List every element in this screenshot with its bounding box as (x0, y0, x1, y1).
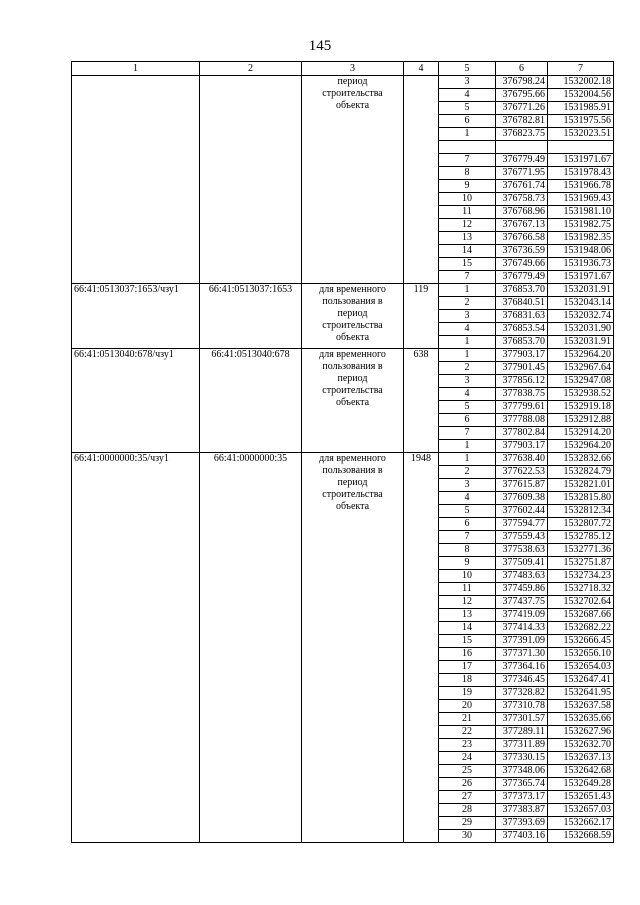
purpose-cell (302, 349, 404, 453)
point-number-cell: 28 (439, 804, 496, 817)
x-coordinate-cell: 377788.08 (496, 414, 548, 427)
x-coordinate-cell: 377301.57 (496, 713, 548, 726)
header-row (72, 62, 614, 76)
y-coordinate-cell: 1531969.43 (548, 193, 614, 206)
point-number-cell: 11 (439, 583, 496, 596)
x-coordinate-cell: 377365.74 (496, 778, 548, 791)
x-coordinate-cell: 377638.40 (496, 453, 548, 466)
point-number-cell: 1 (439, 336, 496, 349)
point-number-cell: 30 (439, 830, 496, 843)
y-coordinate-cell: 1532635.66 (548, 713, 614, 726)
y-coordinate-cell: 1532647.41 (548, 674, 614, 687)
point-number-cell: 13 (439, 232, 496, 245)
point-number-cell: 27 (439, 791, 496, 804)
area-cell: 1948 (404, 453, 439, 843)
y-coordinate-cell: 1531936.73 (548, 258, 614, 271)
y-coordinate-cell: 1532751.87 (548, 557, 614, 570)
x-coordinate-cell: 376823.75 (496, 128, 548, 141)
table-row (72, 453, 614, 466)
y-coordinate-cell: 1532967.64 (548, 362, 614, 375)
point-number-cell: 1 (439, 349, 496, 362)
x-coordinate-cell (496, 141, 548, 154)
y-coordinate-cell: 1532815.80 (548, 492, 614, 505)
x-coordinate-cell: 376853.70 (496, 336, 548, 349)
point-number-cell: 1 (439, 440, 496, 453)
y-coordinate-cell: 1532627.96 (548, 726, 614, 739)
x-coordinate-cell: 376779.49 (496, 271, 548, 284)
x-coordinate-cell: 377383.87 (496, 804, 548, 817)
point-number-cell: 29 (439, 817, 496, 830)
y-coordinate-cell: 1532718.32 (548, 583, 614, 596)
area-cell (404, 76, 439, 284)
y-coordinate-cell: 1532656.10 (548, 648, 614, 661)
x-coordinate-cell: 376767.13 (496, 219, 548, 232)
y-coordinate-cell: 1531985.91 (548, 102, 614, 115)
x-coordinate-cell: 376853.54 (496, 323, 548, 336)
point-number-cell: 3 (439, 479, 496, 492)
x-coordinate-cell: 376779.49 (496, 154, 548, 167)
y-coordinate-cell: 1532662.17 (548, 817, 614, 830)
point-number-cell: 3 (439, 310, 496, 323)
y-coordinate-cell: 1531982.75 (548, 219, 614, 232)
point-number-cell: 24 (439, 752, 496, 765)
x-coordinate-cell: 376736.59 (496, 245, 548, 258)
x-coordinate-cell: 377364.16 (496, 661, 548, 674)
x-coordinate-cell: 377330.15 (496, 752, 548, 765)
purpose-line: для временного (319, 453, 386, 464)
point-number-cell: 7 (439, 154, 496, 167)
y-coordinate-cell: 1532642.68 (548, 765, 614, 778)
point-number-cell: 6 (439, 115, 496, 128)
y-coordinate-cell: 1532807.72 (548, 518, 614, 531)
purpose-line: строительства (322, 88, 383, 99)
point-number-cell: 12 (439, 219, 496, 232)
x-coordinate-cell: 376831.63 (496, 310, 548, 323)
y-coordinate-cell: 1532637.13 (548, 752, 614, 765)
point-number-cell: 1 (439, 284, 496, 297)
purpose-line: объекта (335, 100, 370, 111)
x-coordinate-cell: 377371.30 (496, 648, 548, 661)
x-coordinate-cell: 377419.09 (496, 609, 548, 622)
point-number-cell: 20 (439, 700, 496, 713)
point-number-cell: 26 (439, 778, 496, 791)
x-coordinate-cell: 376771.26 (496, 102, 548, 115)
area-cell: 119 (404, 284, 439, 349)
purpose-line: пользования в (322, 465, 383, 476)
point-number-cell: 10 (439, 193, 496, 206)
y-coordinate-cell: 1532734.23 (548, 570, 614, 583)
y-coordinate-cell: 1532964.20 (548, 349, 614, 362)
point-number-cell: 12 (439, 596, 496, 609)
point-number-cell: 22 (439, 726, 496, 739)
y-coordinate-cell: 1532632.70 (548, 739, 614, 752)
x-coordinate-cell: 377609.38 (496, 492, 548, 505)
purpose-cell (302, 453, 404, 843)
point-number-cell: 21 (439, 713, 496, 726)
cadastral-number-cell (200, 76, 302, 284)
y-coordinate-cell: 1532914.20 (548, 427, 614, 440)
area-cell: 638 (404, 349, 439, 453)
x-coordinate-cell: 376766.58 (496, 232, 548, 245)
y-coordinate-cell: 1532668.59 (548, 830, 614, 843)
parcel-id-cell: 66:41:0513040:678/чзу1 (72, 349, 200, 453)
point-number-cell: 9 (439, 557, 496, 570)
purpose-line: объекта (335, 332, 370, 343)
point-number-cell: 15 (439, 258, 496, 271)
purpose-line: период (337, 76, 368, 87)
point-number-cell: 1 (439, 453, 496, 466)
point-number-cell: 11 (439, 206, 496, 219)
y-coordinate-cell: 1532682.22 (548, 622, 614, 635)
page-number: 145 (308, 38, 332, 54)
x-coordinate-cell: 377802.84 (496, 427, 548, 440)
y-coordinate-cell: 1532002.18 (548, 76, 614, 89)
x-coordinate-cell: 377483.63 (496, 570, 548, 583)
point-number-cell: 6 (439, 414, 496, 427)
y-coordinate-cell: 1532812.34 (548, 505, 614, 518)
y-coordinate-cell: 1532947.08 (548, 375, 614, 388)
point-number-cell: 13 (439, 609, 496, 622)
x-coordinate-cell: 377373.17 (496, 791, 548, 804)
y-coordinate-cell (548, 141, 614, 154)
y-coordinate-cell: 1532654.03 (548, 661, 614, 674)
y-coordinate-cell: 1532912.88 (548, 414, 614, 427)
x-coordinate-cell: 377799.61 (496, 401, 548, 414)
point-number-cell: 3 (439, 76, 496, 89)
point-number-cell: 9 (439, 180, 496, 193)
purpose-line: период (337, 308, 368, 319)
point-number-cell: 3 (439, 375, 496, 388)
parcel-id-cell: 66:41:0513037:1653/чзу1 (72, 284, 200, 349)
y-coordinate-cell: 1532649.28 (548, 778, 614, 791)
x-coordinate-cell: 376758.73 (496, 193, 548, 206)
cadastral-number-cell: 66:41:0513037:1653 (200, 284, 302, 349)
y-coordinate-cell: 1531975.56 (548, 115, 614, 128)
x-coordinate-cell: 377289.11 (496, 726, 548, 739)
header-cell: 6 (496, 62, 548, 76)
parcel-id-cell (72, 76, 200, 284)
y-coordinate-cell: 1531982.35 (548, 232, 614, 245)
header-cell: 7 (548, 62, 614, 76)
point-number-cell: 4 (439, 323, 496, 336)
purpose-line: объекта (335, 397, 370, 408)
y-coordinate-cell: 1532031.91 (548, 336, 614, 349)
point-number-cell: 14 (439, 245, 496, 258)
y-coordinate-cell: 1532651.43 (548, 791, 614, 804)
x-coordinate-cell: 377903.17 (496, 440, 548, 453)
point-number-cell: 7 (439, 531, 496, 544)
y-coordinate-cell: 1532919.18 (548, 401, 614, 414)
y-coordinate-cell: 1532702.64 (548, 596, 614, 609)
header-cell: 1 (72, 62, 200, 76)
y-coordinate-cell: 1532032.74 (548, 310, 614, 323)
point-number-cell: 5 (439, 505, 496, 518)
point-number-cell: 5 (439, 102, 496, 115)
y-coordinate-cell: 1532938.52 (548, 388, 614, 401)
x-coordinate-cell: 377509.41 (496, 557, 548, 570)
point-number-cell: 7 (439, 427, 496, 440)
x-coordinate-cell: 376853.70 (496, 284, 548, 297)
y-coordinate-cell: 1531981.10 (548, 206, 614, 219)
purpose-line: строительства (322, 320, 383, 331)
cadastral-number-cell: 66:41:0513040:678 (200, 349, 302, 453)
table-row (72, 76, 614, 89)
x-coordinate-cell: 377615.87 (496, 479, 548, 492)
x-coordinate-cell: 377437.75 (496, 596, 548, 609)
header-cell: 3 (302, 62, 404, 76)
y-coordinate-cell: 1532004.56 (548, 89, 614, 102)
purpose-line: для временного (319, 284, 386, 295)
point-number-cell: 19 (439, 687, 496, 700)
x-coordinate-cell: 377346.45 (496, 674, 548, 687)
x-coordinate-cell: 377311.89 (496, 739, 548, 752)
x-coordinate-cell: 376768.96 (496, 206, 548, 219)
x-coordinate-cell: 377391.09 (496, 635, 548, 648)
point-number-cell: 7 (439, 271, 496, 284)
purpose-line: для временного (319, 349, 386, 360)
x-coordinate-cell: 377903.17 (496, 349, 548, 362)
purpose-line: период (337, 477, 368, 488)
point-number-cell: 4 (439, 492, 496, 505)
header-cell: 2 (200, 62, 302, 76)
purpose-cell (302, 284, 404, 349)
x-coordinate-cell: 377328.82 (496, 687, 548, 700)
x-coordinate-cell: 376795.66 (496, 89, 548, 102)
point-number-cell (439, 141, 496, 154)
header-cell: 5 (439, 62, 496, 76)
point-number-cell: 4 (439, 89, 496, 102)
point-number-cell: 2 (439, 362, 496, 375)
y-coordinate-cell: 1532785.12 (548, 531, 614, 544)
x-coordinate-cell: 376771.95 (496, 167, 548, 180)
point-number-cell: 10 (439, 570, 496, 583)
x-coordinate-cell: 376749.66 (496, 258, 548, 271)
point-number-cell: 15 (439, 635, 496, 648)
x-coordinate-cell: 376761.74 (496, 180, 548, 193)
y-coordinate-cell: 1532657.03 (548, 804, 614, 817)
x-coordinate-cell: 377559.43 (496, 531, 548, 544)
x-coordinate-cell: 377838.75 (496, 388, 548, 401)
x-coordinate-cell: 377856.12 (496, 375, 548, 388)
purpose-line: строительства (322, 489, 383, 500)
point-number-cell: 17 (439, 661, 496, 674)
table-row (72, 284, 614, 297)
table-row (72, 349, 614, 362)
x-coordinate-cell: 377348.06 (496, 765, 548, 778)
y-coordinate-cell: 1532832.66 (548, 453, 614, 466)
purpose-line: период (337, 373, 368, 384)
y-coordinate-cell: 1532824.79 (548, 466, 614, 479)
point-number-cell: 8 (439, 544, 496, 557)
x-coordinate-cell: 377459.86 (496, 583, 548, 596)
point-number-cell: 8 (439, 167, 496, 180)
point-number-cell: 5 (439, 401, 496, 414)
y-coordinate-cell: 1532771.36 (548, 544, 614, 557)
y-coordinate-cell: 1532687.66 (548, 609, 614, 622)
y-coordinate-cell: 1531978.43 (548, 167, 614, 180)
x-coordinate-cell: 376798.24 (496, 76, 548, 89)
y-coordinate-cell: 1531966.78 (548, 180, 614, 193)
x-coordinate-cell: 377310.78 (496, 700, 548, 713)
point-number-cell: 6 (439, 518, 496, 531)
y-coordinate-cell: 1532031.91 (548, 284, 614, 297)
table-body (72, 62, 614, 843)
y-coordinate-cell: 1532964.20 (548, 440, 614, 453)
y-coordinate-cell: 1532637.58 (548, 700, 614, 713)
point-number-cell: 25 (439, 765, 496, 778)
y-coordinate-cell: 1532023.51 (548, 128, 614, 141)
point-number-cell: 2 (439, 297, 496, 310)
point-number-cell: 2 (439, 466, 496, 479)
coordinates-table (71, 61, 614, 843)
y-coordinate-cell: 1532666.45 (548, 635, 614, 648)
x-coordinate-cell: 377414.33 (496, 622, 548, 635)
x-coordinate-cell: 377403.16 (496, 830, 548, 843)
y-coordinate-cell: 1532821.01 (548, 479, 614, 492)
purpose-line: пользования в (322, 361, 383, 372)
y-coordinate-cell: 1531971.67 (548, 154, 614, 167)
purpose-line: пользования в (322, 296, 383, 307)
y-coordinate-cell: 1532031.90 (548, 323, 614, 336)
purpose-line: объекта (335, 501, 370, 512)
parcel-id-cell: 66:41:0000000:35/чзу1 (72, 453, 200, 843)
point-number-cell: 4 (439, 388, 496, 401)
x-coordinate-cell: 377602.44 (496, 505, 548, 518)
point-number-cell: 18 (439, 674, 496, 687)
x-coordinate-cell: 376840.51 (496, 297, 548, 310)
x-coordinate-cell: 377901.45 (496, 362, 548, 375)
x-coordinate-cell: 377393.69 (496, 817, 548, 830)
purpose-cell (302, 76, 404, 284)
x-coordinate-cell: 377594.77 (496, 518, 548, 531)
purpose-line: строительства (322, 385, 383, 396)
x-coordinate-cell: 376782.81 (496, 115, 548, 128)
cadastral-number-cell: 66:41:0000000:35 (200, 453, 302, 843)
point-number-cell: 14 (439, 622, 496, 635)
point-number-cell: 1 (439, 128, 496, 141)
point-number-cell: 23 (439, 739, 496, 752)
header-cell: 4 (404, 62, 439, 76)
x-coordinate-cell: 377622.53 (496, 466, 548, 479)
y-coordinate-cell: 1532043.14 (548, 297, 614, 310)
y-coordinate-cell: 1532641.95 (548, 687, 614, 700)
x-coordinate-cell: 377538.63 (496, 544, 548, 557)
y-coordinate-cell: 1531948.06 (548, 245, 614, 258)
point-number-cell: 16 (439, 648, 496, 661)
y-coordinate-cell: 1531971.67 (548, 271, 614, 284)
